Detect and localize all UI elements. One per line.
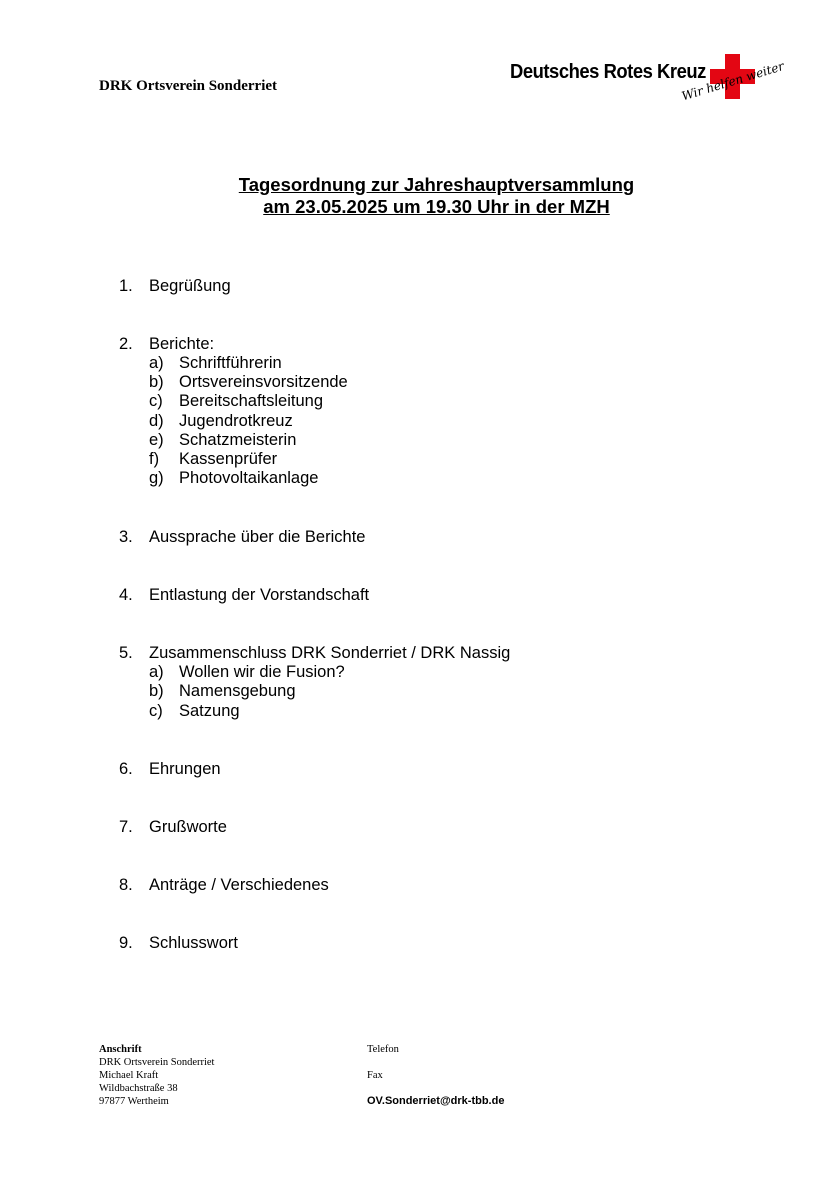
footer-address bbox=[99, 1043, 214, 1108]
subitem-letter: c) bbox=[149, 702, 163, 720]
subitem-letter: d) bbox=[149, 412, 164, 430]
logo-text: Deutsches Rotes Kreuz bbox=[510, 61, 706, 83]
address-label: Anschrift bbox=[99, 1044, 142, 1055]
agenda-item-number: 9. bbox=[119, 934, 133, 952]
organization-name: DRK Ortsverein Sonderriet bbox=[99, 78, 278, 94]
email-address: OV.Sonderriet@drk-tbb.de bbox=[367, 1095, 505, 1107]
title-line-2: am 23.05.2025 um 19.30 Uhr in der MZH bbox=[263, 196, 610, 217]
agenda-item-text: Aussprache über die Berichte bbox=[149, 528, 366, 546]
fax-label: Fax bbox=[367, 1070, 383, 1081]
drk-logo bbox=[508, 54, 786, 126]
subitem-text: Schatzmeisterin bbox=[179, 431, 297, 449]
subitem-text: Schriftführerin bbox=[179, 354, 282, 372]
agenda-item-text: Entlastung der Vorstandschaft bbox=[149, 586, 370, 604]
agenda-item-text: Schlusswort bbox=[149, 934, 238, 952]
subitem-letter: c) bbox=[149, 392, 163, 410]
title-line-1: Tagesordnung zur Jahreshauptversammlung bbox=[238, 174, 635, 195]
address-line: Michael Kraft bbox=[99, 1070, 159, 1081]
subitem-letter: a) bbox=[149, 663, 164, 681]
address-line: Wildbachstraße 38 bbox=[99, 1083, 178, 1094]
subitem-text: Namensgebung bbox=[179, 682, 296, 700]
address-line: DRK Ortsverein Sonderriet bbox=[99, 1057, 215, 1068]
agenda-item-number: 6. bbox=[119, 760, 133, 778]
subitem-text: Bereitschaftsleitung bbox=[179, 392, 323, 410]
subitem-text: Ortsvereinsvorsitzende bbox=[179, 373, 348, 391]
agenda-item-text: Begrüßung bbox=[149, 277, 231, 295]
subitem-letter: a) bbox=[149, 354, 164, 372]
subitem-text: Wollen wir die Fusion? bbox=[179, 663, 345, 681]
agenda-item-text: Zusammenschluss DRK Sonderriet / DRK Nassig bbox=[149, 644, 511, 662]
subitem-text: Photovoltaikanlage bbox=[179, 469, 319, 487]
logo-slogan: Wir helfen weiter bbox=[680, 58, 786, 104]
agenda-item-number: 5. bbox=[119, 644, 133, 662]
agenda-item-number: 3. bbox=[119, 528, 133, 546]
agenda-item-text: Berichte: bbox=[149, 335, 215, 353]
subitem-text: Kassenprüfer bbox=[179, 450, 278, 468]
address-line: 97877 Wertheim bbox=[99, 1096, 169, 1107]
agenda-item-text: Anträge / Verschiedenes bbox=[149, 876, 329, 894]
subitem-text: Jugendrotkreuz bbox=[179, 412, 293, 430]
subitem-letter: f) bbox=[149, 450, 160, 468]
agenda-item-text: Grußworte bbox=[149, 818, 227, 836]
subitem-letter: b) bbox=[149, 373, 164, 391]
agenda-item-number: 7. bbox=[119, 818, 133, 836]
subitem-letter: g) bbox=[149, 469, 164, 487]
agenda-item-number: 1. bbox=[119, 277, 133, 295]
agenda-item-text: Ehrungen bbox=[149, 760, 221, 778]
document-title bbox=[0, 174, 833, 218]
subitem-letter: e) bbox=[149, 431, 164, 449]
agenda-item-number: 4. bbox=[119, 586, 133, 604]
agenda-item-number: 8. bbox=[119, 876, 133, 894]
phone-label: Telefon bbox=[367, 1044, 399, 1055]
agenda-item-number: 2. bbox=[119, 335, 133, 353]
subitem-letter: b) bbox=[149, 682, 164, 700]
subitem-text: Satzung bbox=[179, 702, 240, 720]
